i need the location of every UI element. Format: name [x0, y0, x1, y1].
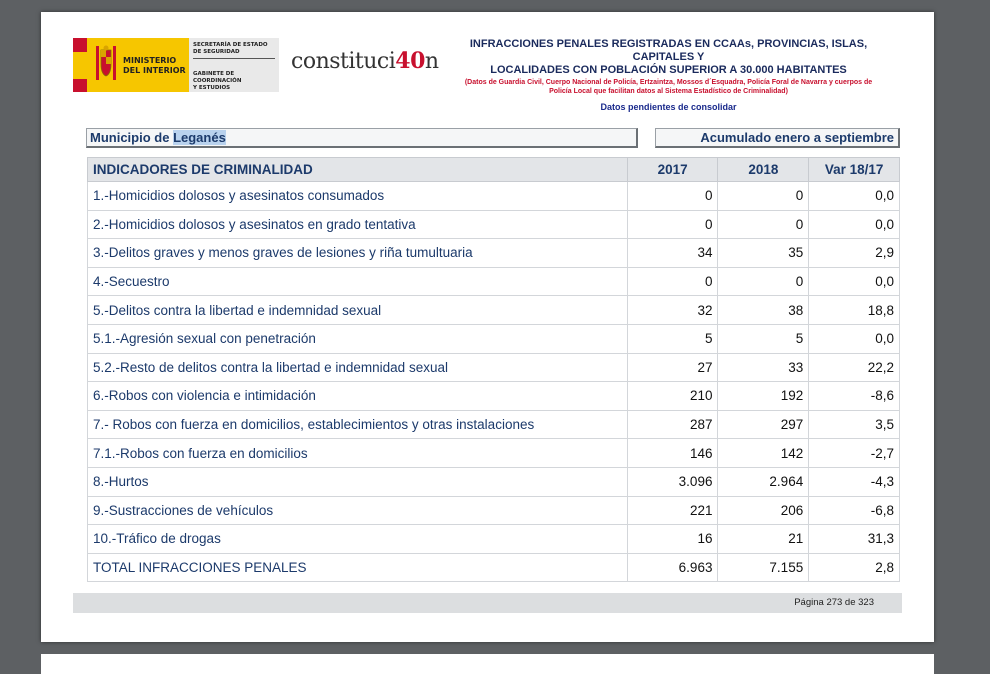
table-row [88, 239, 900, 268]
ministerio-block [87, 38, 189, 92]
table-row [88, 439, 900, 468]
cell-indicator: 7.- Robos con fuerza en domicilios, establecimientos y otras instalaciones [88, 410, 628, 439]
cell-indicator: 4.-Secuestro [88, 267, 628, 296]
cell-var: 0,0 [809, 324, 900, 353]
cell-2018: 21 [718, 525, 809, 554]
cell-var: 22,2 [809, 353, 900, 382]
cell-var: 0,0 [809, 267, 900, 296]
table-row [88, 410, 900, 439]
cell-indicator: 5.-Delitos contra la libertad e indemnidad sexual [88, 296, 628, 325]
cell-2017: 0 [627, 267, 718, 296]
cell-var: 2,9 [809, 239, 900, 268]
header-2017: 2017 [627, 158, 718, 182]
cell-2018: 192 [718, 382, 809, 411]
pending-note: Datos pendientes de consolidar [600, 102, 737, 112]
header-var: Var 18/17 [809, 158, 900, 182]
cell-2018: 0 [718, 210, 809, 239]
ministry-line-2: DEL INTERIOR [123, 66, 186, 75]
constitucion-logo: constituci40n [291, 48, 439, 74]
report-title: INFRACCIONES PENALES REGISTRADAS EN CCAAs, PROVINCIAS, ISLAS, CAPITALES Y LOCALIDADES CON POBLACIÓN SUPERIOR A 30.000 HABITANTES [469, 38, 868, 76]
table-row [88, 496, 900, 525]
cell-2017: 287 [627, 410, 718, 439]
cell-var: -2,7 [809, 439, 900, 468]
cell-var: -4,3 [809, 467, 900, 496]
cell-2017: 0 [627, 182, 718, 211]
cell-2017: 34 [627, 239, 718, 268]
cell-indicator: 7.1.-Robos con fuerza en domicilios [88, 439, 628, 468]
cell-2018: 297 [718, 410, 809, 439]
header-indicadores: INDICADORES DE CRIMINALIDAD [88, 158, 628, 182]
cell-2018: 5 [718, 324, 809, 353]
cell-2017: 16 [627, 525, 718, 554]
table-header-row [88, 158, 900, 182]
cell-2017: 210 [627, 382, 718, 411]
gabinete-line-2: Y ESTUDIOS [193, 85, 231, 91]
cell-indicator: 2.-Homicidios dolosos y asesinatos en grado tentativa [88, 210, 628, 239]
cell-var: 2,8 [809, 553, 900, 582]
page-footer [73, 593, 902, 613]
cell-var: 31,3 [809, 525, 900, 554]
municipio-prefix: Municipio de [90, 130, 174, 145]
cell-var: -8,6 [809, 382, 900, 411]
cell-indicator: 5.2.-Resto de delitos contra la libertad e indemnidad sexual [88, 353, 628, 382]
cell-2018: 0 [718, 182, 809, 211]
coat-of-arms-icon [93, 44, 119, 84]
gabinete-line-1: GABINETE DE COORDINACIÓN [193, 71, 242, 84]
secretaria-line-2: DE SEGURIDAD [193, 49, 240, 55]
table-row [88, 353, 900, 382]
cell-indicator: 6.-Robos con violencia e intimidación [88, 382, 628, 411]
cell-2017: 0 [627, 210, 718, 239]
ministerio-logo [73, 38, 279, 92]
cell-indicator: 1.-Homicidios dolosos y asesinatos consumados [88, 182, 628, 211]
cell-indicator: 10.-Tráfico de drogas [88, 525, 628, 554]
cell-2018: 0 [718, 267, 809, 296]
document-page [41, 12, 934, 642]
cell-2018: 206 [718, 496, 809, 525]
next-page-edge [41, 654, 934, 674]
cell-2017: 3.096 [627, 467, 718, 496]
cell-2017: 27 [627, 353, 718, 382]
header-2018: 2018 [718, 158, 809, 182]
cell-2017: 6.963 [627, 553, 718, 582]
secretaria-line-1: SECRETARÍA DE ESTADO [193, 42, 268, 48]
table-row [88, 210, 900, 239]
cell-var: 18,8 [809, 296, 900, 325]
report-subtitle: (Datos de Guardia Civil, Cuerpo Nacional de Policía, Ertzaintza, Mossos d´Esquadra, Policía Foral de Navarra y cuerpos de Policía Local que facilitan datos al Sistema Estadístico de Criminalidad) [464, 79, 873, 95]
cell-indicator: 5.1.-Agresión sexual con penetración [88, 324, 628, 353]
table-row [88, 267, 900, 296]
table-row [88, 525, 900, 554]
criminality-table [87, 157, 900, 582]
cell-indicator: 8.-Hurtos [88, 467, 628, 496]
cell-indicator: TOTAL INFRACCIONES PENALES [88, 553, 628, 582]
flag-stripes [73, 38, 87, 92]
table-row [88, 296, 900, 325]
page-number: Página 273 de 323 [794, 597, 874, 608]
table-row [88, 553, 900, 582]
cell-2018: 38 [718, 296, 809, 325]
cell-var: 0,0 [809, 182, 900, 211]
municipio-name: Leganés [173, 130, 226, 145]
secretaria-block [189, 38, 279, 92]
municipio-field[interactable] [86, 128, 638, 148]
cell-indicator: 3.-Delitos graves y menos graves de lesiones y riña tumultuaria [88, 239, 628, 268]
cell-2017: 146 [627, 439, 718, 468]
table-row [88, 467, 900, 496]
table-row [88, 324, 900, 353]
cell-2018: 35 [718, 239, 809, 268]
period-field[interactable]: Acumulado enero a septiembre [655, 128, 900, 148]
cell-var: 3,5 [809, 410, 900, 439]
cell-2018: 2.964 [718, 467, 809, 496]
cell-2018: 7.155 [718, 553, 809, 582]
cell-var: -6,8 [809, 496, 900, 525]
cell-2017: 221 [627, 496, 718, 525]
ministry-line-1: MINISTERIO [123, 56, 177, 65]
cell-var: 0,0 [809, 210, 900, 239]
cell-2018: 33 [718, 353, 809, 382]
cell-2017: 5 [627, 324, 718, 353]
cell-2018: 142 [718, 439, 809, 468]
cell-2017: 32 [627, 296, 718, 325]
table-row [88, 382, 900, 411]
cell-indicator: 9.-Sustracciones de vehículos [88, 496, 628, 525]
table-row [88, 182, 900, 211]
